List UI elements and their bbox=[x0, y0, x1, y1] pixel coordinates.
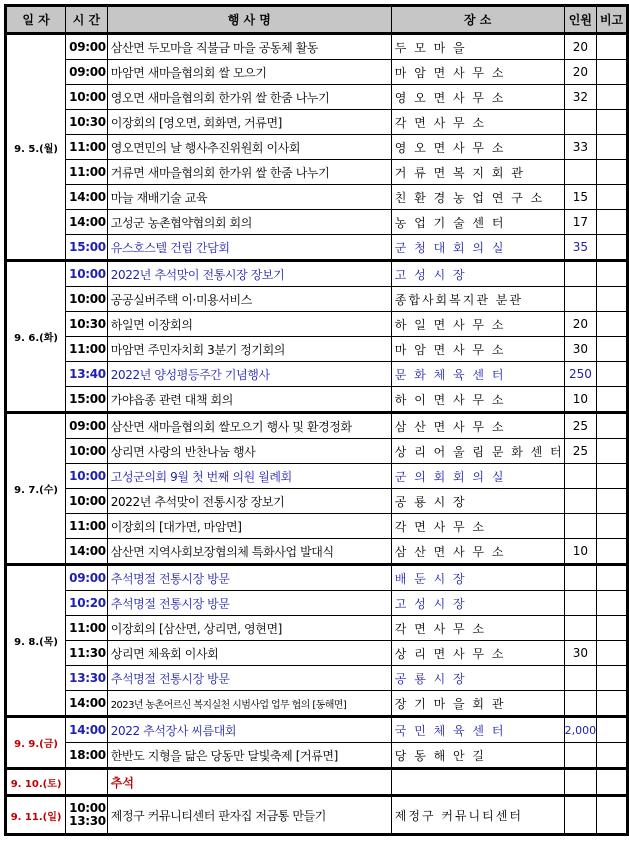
attendee-count: 30 bbox=[564, 641, 597, 666]
time-cell: 11:00 bbox=[66, 616, 108, 641]
event-name: 삼산면 두모마을 직불금 마을 공동체 활동 bbox=[107, 34, 391, 60]
note-cell bbox=[597, 261, 628, 287]
header-note: 비고 bbox=[597, 6, 628, 34]
note-cell bbox=[597, 717, 628, 743]
time-cell: 15:00 bbox=[66, 387, 108, 413]
place-name: 상 리 어 울 림 문 화 센 터 bbox=[391, 439, 564, 464]
note-cell bbox=[597, 387, 628, 413]
attendee-count bbox=[564, 261, 597, 287]
time-cell bbox=[66, 769, 108, 796]
schedule-row bbox=[6, 591, 628, 616]
time-cell: 09:00 bbox=[66, 565, 108, 591]
attendee-count: 35 bbox=[564, 235, 597, 261]
attendee-count: 20 bbox=[564, 60, 597, 85]
schedule-row bbox=[6, 110, 628, 135]
note-cell bbox=[597, 60, 628, 85]
date-cell: 9. 8.(목) bbox=[6, 565, 66, 717]
place-name: 종합사회복지관 분관 bbox=[391, 287, 564, 312]
time-cell: 18:00 bbox=[66, 743, 108, 769]
place-name: 삼 산 면 사 무 소 bbox=[391, 539, 564, 565]
attendee-count: 20 bbox=[564, 312, 597, 337]
place-name: 고 성 시 장 bbox=[391, 261, 564, 287]
note-cell bbox=[597, 591, 628, 616]
place-name: 배 둔 시 장 bbox=[391, 565, 564, 591]
attendee-count bbox=[564, 666, 597, 691]
attendee-count: 250 bbox=[564, 362, 597, 387]
schedule-row bbox=[6, 387, 628, 413]
time-cell: 14:00 bbox=[66, 717, 108, 743]
date-cell: 9. 7.(수) bbox=[6, 413, 66, 565]
attendee-count bbox=[564, 591, 597, 616]
attendee-count: 15 bbox=[564, 185, 597, 210]
header-count: 인원 bbox=[564, 6, 597, 34]
schedule-row bbox=[6, 514, 628, 539]
schedule-row bbox=[6, 185, 628, 210]
attendee-count: 2,000 bbox=[564, 717, 597, 743]
attendee-count: 25 bbox=[564, 439, 597, 464]
attendee-count: 33 bbox=[564, 135, 597, 160]
attendee-count bbox=[564, 514, 597, 539]
place-name: 두 모 마 을 bbox=[391, 34, 564, 60]
schedule-row bbox=[6, 312, 628, 337]
note-cell bbox=[597, 539, 628, 565]
event-name: 영오면 새마을협의회 한가위 쌀 한줌 나누기 bbox=[107, 85, 391, 110]
attendee-count bbox=[564, 160, 597, 185]
note-cell bbox=[597, 641, 628, 666]
time-cell: 10:00 bbox=[66, 489, 108, 514]
event-name: 영오면민의 날 행사추진위원회 이사회 bbox=[107, 135, 391, 160]
attendee-count bbox=[564, 287, 597, 312]
note-cell bbox=[597, 413, 628, 439]
note-cell bbox=[597, 337, 628, 362]
time-cell: 10:00 bbox=[66, 464, 108, 489]
header-event: 행 사 명 bbox=[107, 6, 391, 34]
event-name: 상리면 사랑의 반찬나눔 행사 bbox=[107, 439, 391, 464]
note-cell bbox=[597, 439, 628, 464]
date-cell: 9. 9.(금) bbox=[6, 717, 66, 769]
schedule-body bbox=[6, 34, 628, 835]
place-name: 영 오 면 사 무 소 bbox=[391, 135, 564, 160]
attendee-count bbox=[564, 743, 597, 769]
attendee-count bbox=[564, 616, 597, 641]
note-cell bbox=[597, 489, 628, 514]
attendee-count: 20 bbox=[564, 34, 597, 60]
place-name: 영 오 면 사 무 소 bbox=[391, 85, 564, 110]
attendee-count bbox=[564, 691, 597, 717]
event-name: 가야읍종 관련 대책 회의 bbox=[107, 387, 391, 413]
attendee-count: 17 bbox=[564, 210, 597, 235]
schedule-row bbox=[6, 60, 628, 85]
schedule-row bbox=[6, 796, 628, 835]
schedule-row bbox=[6, 464, 628, 489]
event-name: 이장회의 [대가면, 마암면] bbox=[107, 514, 391, 539]
schedule-row bbox=[6, 565, 628, 591]
place-name: 거 류 면 복 지 회 관 bbox=[391, 160, 564, 185]
schedule-row bbox=[6, 210, 628, 235]
time-cell: 14:00 bbox=[66, 539, 108, 565]
note-cell bbox=[597, 160, 628, 185]
event-name: 2023년 농촌어르신 복지실천 시범사업 업무 협의 [동해면] bbox=[107, 691, 391, 717]
place-name: 군 의 회 회 의 실 bbox=[391, 464, 564, 489]
place-name: 공 룡 시 장 bbox=[391, 666, 564, 691]
schedule-sheet bbox=[4, 4, 629, 836]
schedule-row bbox=[6, 85, 628, 110]
schedule-row bbox=[6, 489, 628, 514]
schedule-row bbox=[6, 717, 628, 743]
note-cell bbox=[597, 464, 628, 489]
attendee-count bbox=[564, 565, 597, 591]
schedule-row bbox=[6, 691, 628, 717]
header-row bbox=[6, 6, 628, 34]
note-cell bbox=[597, 769, 628, 796]
note-cell bbox=[597, 666, 628, 691]
attendee-count: 10 bbox=[564, 539, 597, 565]
place-name: 군 청 대 회 의 실 bbox=[391, 235, 564, 261]
time-cell: 09:00 bbox=[66, 413, 108, 439]
time-cell: 10:30 bbox=[66, 312, 108, 337]
time-cell: 11:00 bbox=[66, 160, 108, 185]
header-time: 시 간 bbox=[66, 6, 108, 34]
event-name: 고성군 농촌협약협의회 회의 bbox=[107, 210, 391, 235]
time-cell: 13:30 bbox=[66, 666, 108, 691]
note-cell bbox=[597, 85, 628, 110]
event-name: 제정구 커뮤니티센터 판자집 저금통 만들기 bbox=[107, 796, 391, 835]
time-cell: 09:00 bbox=[66, 60, 108, 85]
place-name: 제정구 커뮤니티센터 bbox=[391, 796, 564, 835]
schedule-row bbox=[6, 641, 628, 666]
schedule-row bbox=[6, 160, 628, 185]
date-cell: 9. 11.(일) bbox=[6, 796, 66, 835]
place-name: 고 성 시 장 bbox=[391, 591, 564, 616]
note-cell bbox=[597, 565, 628, 591]
event-name: 하일면 이장회의 bbox=[107, 312, 391, 337]
time-cell: 11:00 bbox=[66, 337, 108, 362]
event-name: 2022 추석장사 씨름대회 bbox=[107, 717, 391, 743]
time-cell: 10:00 13:30 bbox=[66, 796, 108, 835]
event-name: 이장회의 [영오면, 회화면, 거류면] bbox=[107, 110, 391, 135]
date-cell: 9. 5.(월) bbox=[6, 34, 66, 261]
place-name: 하 이 면 사 무 소 bbox=[391, 387, 564, 413]
schedule-row bbox=[6, 362, 628, 387]
attendee-count: 25 bbox=[564, 413, 597, 439]
header-place: 장 소 bbox=[391, 6, 564, 34]
attendee-count bbox=[564, 110, 597, 135]
event-name: 거류면 새마을협의회 한가위 쌀 한줌 나누기 bbox=[107, 160, 391, 185]
note-cell bbox=[597, 743, 628, 769]
time-cell: 14:00 bbox=[66, 185, 108, 210]
place-name: 각 면 사 무 소 bbox=[391, 514, 564, 539]
time-cell: 10:20 bbox=[66, 591, 108, 616]
event-name: 유스호스텔 건립 간담회 bbox=[107, 235, 391, 261]
schedule-row bbox=[6, 261, 628, 287]
note-cell bbox=[597, 185, 628, 210]
event-name: 마암면 주민자치회 3분기 정기회의 bbox=[107, 337, 391, 362]
event-name: 한반도 지형을 닮은 당동만 달빛축제 [거류면] bbox=[107, 743, 391, 769]
note-cell bbox=[597, 312, 628, 337]
place-name: 장 기 마 을 회 관 bbox=[391, 691, 564, 717]
attendee-count bbox=[564, 489, 597, 514]
event-name: 2022년 추석맞이 전통시장 장보기 bbox=[107, 261, 391, 287]
attendee-count: 32 bbox=[564, 85, 597, 110]
schedule-row bbox=[6, 287, 628, 312]
event-name: 삼산면 지역사회보장협의체 특화사업 발대식 bbox=[107, 539, 391, 565]
time-cell: 14:00 bbox=[66, 210, 108, 235]
time-cell: 10:00 bbox=[66, 287, 108, 312]
attendee-count: 30 bbox=[564, 337, 597, 362]
schedule-row bbox=[6, 34, 628, 60]
time-cell: 11:00 bbox=[66, 514, 108, 539]
event-name: 공공실버주택 이·미용서비스 bbox=[107, 287, 391, 312]
time-cell: 15:00 bbox=[66, 235, 108, 261]
schedule-table bbox=[4, 4, 629, 836]
event-name: 2022년 추석맞이 전통시장 장보기 bbox=[107, 489, 391, 514]
time-cell: 10:00 bbox=[66, 261, 108, 287]
event-name: 마늘 재배기술 교육 bbox=[107, 185, 391, 210]
schedule-row bbox=[6, 235, 628, 261]
place-name: 각 면 사 무 소 bbox=[391, 110, 564, 135]
time-cell: 10:00 bbox=[66, 439, 108, 464]
schedule-row bbox=[6, 666, 628, 691]
note-cell bbox=[597, 362, 628, 387]
note-cell bbox=[597, 135, 628, 160]
event-name: 추석명절 전통시장 방문 bbox=[107, 591, 391, 616]
time-cell: 10:00 bbox=[66, 85, 108, 110]
place-name: 하 일 면 사 무 소 bbox=[391, 312, 564, 337]
note-cell bbox=[597, 34, 628, 60]
attendee-count bbox=[564, 796, 597, 835]
place-name: 각 면 사 무 소 bbox=[391, 616, 564, 641]
note-cell bbox=[597, 796, 628, 835]
schedule-row bbox=[6, 539, 628, 565]
note-cell bbox=[597, 235, 628, 261]
schedule-row bbox=[6, 616, 628, 641]
header-date: 일 자 bbox=[6, 6, 66, 34]
note-cell bbox=[597, 691, 628, 717]
place-name: 친 환 경 농 업 연 구 소 bbox=[391, 185, 564, 210]
attendee-count: 10 bbox=[564, 387, 597, 413]
time-cell: 11:30 bbox=[66, 641, 108, 666]
day-row bbox=[6, 769, 628, 796]
count-cell bbox=[564, 769, 597, 796]
event-name: 추석명절 전통시장 방문 bbox=[107, 666, 391, 691]
event-name: 고성군의회 9월 첫 번째 의원 월례회 bbox=[107, 464, 391, 489]
note-cell bbox=[597, 210, 628, 235]
schedule-row bbox=[6, 413, 628, 439]
event-name: 2022년 양성평등주간 기념행사 bbox=[107, 362, 391, 387]
event-name: 추석명절 전통시장 방문 bbox=[107, 565, 391, 591]
date-cell: 9. 6.(화) bbox=[6, 261, 66, 413]
note-cell bbox=[597, 616, 628, 641]
place-name: 국 민 체 육 센 터 bbox=[391, 717, 564, 743]
event-name: 이장회의 [삼산면, 상리면, 영현면] bbox=[107, 616, 391, 641]
schedule-row bbox=[6, 439, 628, 464]
place-name: 당 동 해 안 길 bbox=[391, 743, 564, 769]
time-cell: 10:30 bbox=[66, 110, 108, 135]
place-name: 농 업 기 술 센 터 bbox=[391, 210, 564, 235]
place-name: 상 리 면 사 무 소 bbox=[391, 641, 564, 666]
place-name: 마 암 면 사 무 소 bbox=[391, 60, 564, 85]
place-cell bbox=[391, 769, 564, 796]
event-name: 상리면 체육회 이사회 bbox=[107, 641, 391, 666]
schedule-row bbox=[6, 743, 628, 769]
place-name: 삼 산 면 사 무 소 bbox=[391, 413, 564, 439]
schedule-row bbox=[6, 337, 628, 362]
place-name: 공 룡 시 장 bbox=[391, 489, 564, 514]
time-cell: 09:00 bbox=[66, 34, 108, 60]
date-cell: 9. 10.(토) bbox=[6, 769, 66, 796]
time-cell: 14:00 bbox=[66, 691, 108, 717]
place-name: 문 화 체 육 센 터 bbox=[391, 362, 564, 387]
schedule-row bbox=[6, 135, 628, 160]
event-name: 삼산면 새마을협의회 쌀모으기 행사 및 환경정화 bbox=[107, 413, 391, 439]
attendee-count bbox=[564, 464, 597, 489]
note-cell bbox=[597, 287, 628, 312]
time-cell: 11:00 bbox=[66, 135, 108, 160]
place-name: 마 암 면 사 무 소 bbox=[391, 337, 564, 362]
note-cell bbox=[597, 110, 628, 135]
event-name: 마암면 새마을협의회 쌀 모으기 bbox=[107, 60, 391, 85]
holiday-label: 추석 bbox=[107, 769, 391, 796]
note-cell bbox=[597, 514, 628, 539]
time-cell: 13:40 bbox=[66, 362, 108, 387]
